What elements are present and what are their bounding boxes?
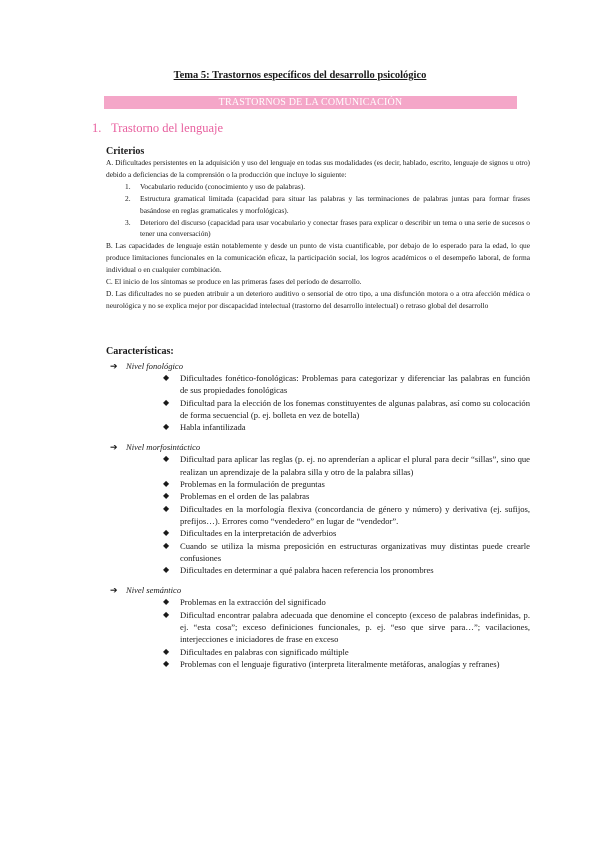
subsection-title: Trastorno del lenguaje [111, 121, 224, 135]
semantico-list [106, 596, 530, 670]
list-item: ◆ Habla infantilizada [163, 422, 246, 433]
document-title: Tema 5: Trastornos específicos del desarrollo psicológico [173, 70, 427, 81]
fonologico-list [106, 372, 530, 433]
list-item: ◆ Problemas en la extracción del significado [163, 597, 326, 608]
list-item: ◆ Dificultad encontrar palabra adecuada que denomine el concepto (exceso de palabras indefinidas, p. ej. “esta cosa”; exceso definiciones funcionales, p. ej. “eso que sirve para…”; vacilaciones, interjecciones e iniciadores de frase en exceso [163, 609, 530, 645]
diamond-bullet-icon: ◆ [163, 373, 170, 382]
diamond-bullet-icon: ◆ [163, 422, 170, 432]
diamond-bullet-icon: ◆ [163, 503, 170, 513]
list-item: ◆ Dificultades en la morfología flexiva (concordancia de género y número) y derivativa (ej. sufijos, prefijos…). Errores como “vendedero” en lugar de “vendedor”. [163, 503, 530, 526]
criterios-heading: Criterios [106, 146, 145, 157]
list-item: ◆ Dificultades en determinar a qué palabra hacen referencia los pronombres [163, 565, 434, 576]
diamond-bullet-icon: ◆ [163, 540, 170, 550]
morfosintactico-list [106, 453, 530, 576]
criterio-c: C. El inicio de los síntomas se produce en las primeras fases del período de desarrollo. [106, 277, 362, 287]
diamond-bullet-icon: ◆ [163, 397, 170, 407]
arrow-right-icon: ➔ [110, 585, 118, 596]
list-item: ◆ Problemas con el lenguaje figurativo (interpreta literalmente metáforas, analogías y refranes) [163, 658, 500, 669]
diamond-bullet-icon: ◆ [163, 646, 170, 656]
diamond-bullet-icon: ◆ [163, 479, 170, 489]
diamond-bullet-icon: ◆ [163, 528, 170, 538]
diamond-bullet-icon: ◆ [163, 491, 170, 501]
diamond-bullet-icon: ◆ [163, 454, 170, 464]
list-item: ◆ Cuando se utiliza la misma preposición en estructuras organizativas muy distintas puede crearle confusiones [163, 540, 530, 563]
list-item: ◆ Dificultades fonético-fonológicas: Problemas para categorizar y diferenciar las palabras en función de sus propiedades fonológicas [163, 373, 530, 396]
criterios-block [106, 146, 530, 312]
subsection-heading [92, 121, 223, 136]
diamond-bullet-icon: ◆ [163, 597, 170, 607]
subsection-number: 1. [92, 121, 102, 135]
criterio-b: B. Las capacidades de lenguaje están notablemente y desde un punto de vista cuantificable, por debajo de lo esperado para la edad, lo que produce limitaciones funcionales en la comunicación eficaz, la participación social, los logros académicos o el desempeño laboral, de forma individual o en cualquier combinación. [106, 241, 530, 275]
list-item: ◆ Dificultad para la elección de los fonemas constituyentes de algunas palabras, así como su colocación de forma secuencial (p. ej. bolleta en vez de botella) [163, 397, 530, 420]
list-item: ◆ Problemas en la formulación de preguntas [163, 479, 325, 490]
list-item: ◆ Dificultades en palabras con significado múltiple [163, 646, 349, 657]
level-heading-morfosintactico: ➔ Nivel morfosintáctico [110, 442, 201, 453]
list-item: ◆ Dificultad para aplicar las reglas (p. ej. no aprenderían a aplicar el plural para decir “sillas”, sino que realizan un aprendizaje de la palabra silla y otro de la palabra sillas) [163, 454, 530, 477]
list-item: ◆ Dificultades en la interpretación de adverbios [163, 528, 337, 539]
diamond-bullet-icon: ◆ [163, 565, 170, 575]
diamond-bullet-icon: ◆ [163, 658, 170, 668]
diamond-bullet-icon: ◆ [163, 609, 170, 619]
list-item: 2. Estructura gramatical limitada (capacidad para situar las palabras y las terminaciones de palabras juntas para formar frases basándose en reglas gramaticales y morfológicas). [125, 193, 530, 215]
criterio-a: A. Dificultades persistentes en la adquisición y uso del lenguaje en todas sus modalidades (es decir, hablado, escrito, lenguaje de signos u otro) debido a deficiencias de la comprensión o la producción que incluye lo siguiente: [106, 158, 530, 179]
criterio-a-list [106, 181, 530, 241]
section-banner: TRASTORNOS DE LA COMUNICACIÓN [104, 96, 517, 109]
level-heading-fonologico: ➔ Nivel fonológico [110, 361, 184, 371]
list-item: ◆ Problemas en el orden de las palabras [163, 491, 310, 502]
arrow-right-icon: ➔ [110, 361, 118, 371]
level-heading-semantico: ➔ Nivel semántico [110, 585, 182, 596]
criterio-d: D. Las dificultades no se pueden atribuir a un deterioro auditivo o sensorial de otro tipo, a una disfunción motora o a otra afección médica o neurológica y no se explica mejor por discapacidad intelectual (trastorno del desarrollo intelectual) o retraso global del desarrollo [106, 288, 530, 310]
list-item: 3. Deterioro del discurso (capacidad para usar vocabulario y conectar frases para explicar o describir un tema o una serie de sucesos o tener una conversación) [125, 217, 530, 239]
caracteristicas-block [106, 346, 530, 670]
arrow-right-icon: ➔ [110, 442, 118, 453]
caracteristicas-heading: Características: [106, 346, 174, 357]
list-item: 1. Vocabulario reducido (conocimiento y uso de palabras). [125, 181, 306, 191]
